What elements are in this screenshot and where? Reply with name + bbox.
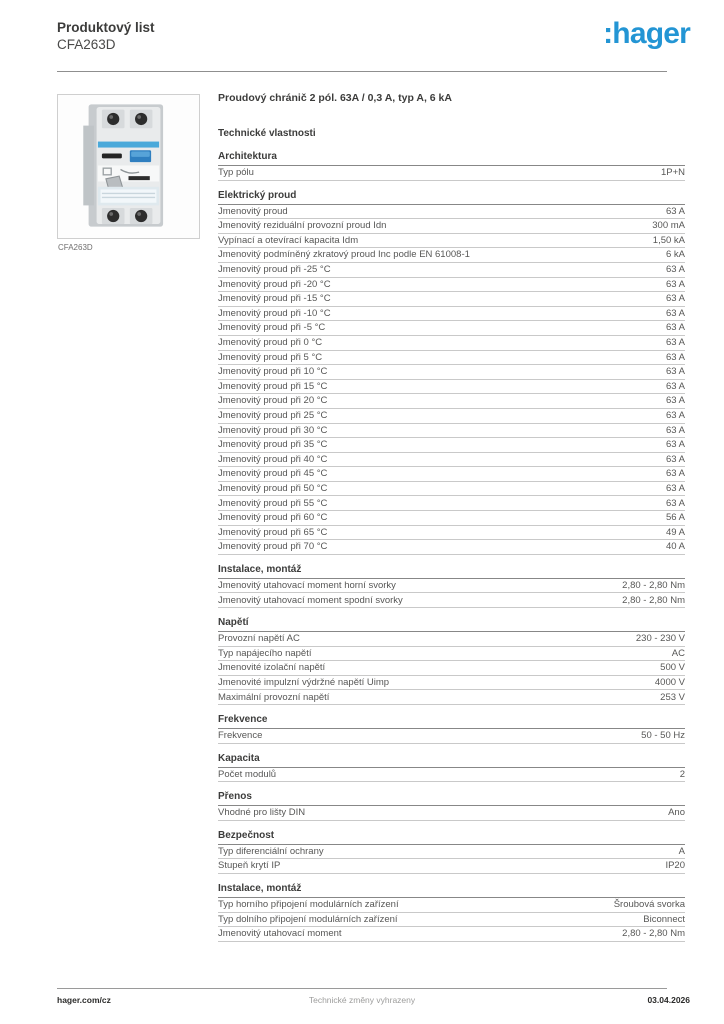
spec-label: Jmenovitý proud při -15 °C — [218, 293, 331, 305]
spec-label: Jmenovitý proud při 40 °C — [218, 453, 328, 465]
spec-column — [218, 92, 685, 942]
spec-row — [218, 307, 685, 322]
spec-row — [218, 632, 685, 647]
spec-value: 56 A — [665, 512, 685, 524]
spec-row — [218, 690, 685, 705]
spec-row — [218, 676, 685, 691]
product-image-caption: CFA263D — [58, 243, 93, 252]
spec-row — [218, 248, 685, 263]
spec-label: Počet modulů — [218, 768, 277, 780]
spec-label: Jmenovitý utahovací moment — [218, 928, 342, 940]
spec-label: Provozní napětí AC — [218, 633, 300, 645]
spec-value: 2,80 - 2,80 Nm — [622, 594, 685, 606]
spec-row — [218, 166, 685, 181]
header-divider — [57, 71, 667, 72]
spec-label: Jmenovitý proud při 5 °C — [218, 351, 323, 363]
section-rows — [218, 729, 685, 744]
spec-label: Vypínací a otevírací kapacita Idm — [218, 234, 359, 246]
spec-value: 63 A — [665, 410, 685, 421]
spec-value: 1P+N — [660, 167, 685, 179]
spec-value: 63 A — [665, 439, 685, 451]
spec-row — [218, 292, 685, 307]
spec-row — [218, 593, 685, 608]
section-title: Bezpečnost — [218, 831, 685, 845]
spec-value: 6 kA — [665, 249, 685, 261]
spec-label: Jmenovitý proud při 55 °C — [218, 497, 328, 509]
spec-value: 500 V — [660, 662, 685, 674]
spec-row — [218, 511, 685, 526]
spec-value: 63 A — [665, 264, 685, 276]
spec-row — [218, 409, 685, 424]
spec-row — [218, 898, 685, 913]
spec-row — [218, 845, 685, 860]
hager-logo: :hager — [603, 17, 690, 50]
section-rows — [218, 898, 685, 942]
spec-row — [218, 859, 685, 874]
spec-label: Jmenovitý proud — [218, 205, 288, 217]
spec-label: Jmenovitý proud při -5 °C — [218, 322, 326, 334]
spec-label: Jmenovitý proud při 0 °C — [218, 337, 323, 349]
spec-row — [218, 380, 685, 395]
spec-value: 63 A — [665, 497, 685, 509]
spec-label: Jmenovitý proud při 45 °C — [218, 468, 328, 480]
spec-label: Jmenovitý proud při 60 °C — [218, 512, 328, 524]
spec-label: Maximální provozní napětí — [218, 691, 330, 703]
spec-value: 63 A — [665, 293, 685, 305]
spec-section — [218, 715, 685, 744]
spec-row — [218, 768, 685, 783]
spec-value: 63 A — [665, 278, 685, 290]
tech-properties-heading: Technické vlastnosti — [218, 128, 316, 139]
spec-row — [218, 453, 685, 468]
section-title: Elektrický proud — [218, 191, 685, 205]
section-title: Instalace, montáž — [218, 565, 685, 579]
spec-label: Jmenovitý proud při 65 °C — [218, 526, 328, 538]
spec-value: 50 - 50 Hz — [641, 730, 685, 742]
spec-label: Vhodné pro lišty DIN — [218, 807, 306, 819]
spec-value: A — [678, 845, 685, 857]
spec-value: 253 V — [660, 691, 685, 703]
spec-value: 63 A — [665, 205, 685, 217]
section-rows — [218, 166, 685, 181]
spec-row — [218, 806, 685, 821]
spec-value: 1,50 kA — [652, 234, 685, 246]
spec-section — [218, 152, 685, 181]
spec-label: Typ pólu — [218, 167, 254, 179]
section-rows — [218, 579, 685, 608]
spec-section — [218, 618, 685, 705]
spec-section — [218, 191, 685, 555]
spec-label: Jmenovitý proud při 50 °C — [218, 482, 328, 494]
footer-disclaimer: Technické změny vyhrazeny — [308, 995, 416, 1005]
spec-row — [218, 205, 685, 220]
section-rows — [218, 806, 685, 821]
spec-row — [218, 351, 685, 366]
spec-label: Jmenovité izolační napětí — [218, 662, 326, 674]
product-image — [57, 94, 200, 239]
footer-divider — [57, 988, 667, 989]
spec-value: 63 A — [665, 380, 685, 392]
spec-label: Jmenovitý proud při 15 °C — [218, 380, 328, 392]
spec-label: Frekvence — [218, 730, 263, 742]
spec-label: Jmenovitý proud při 35 °C — [218, 439, 328, 451]
section-rows — [218, 768, 685, 783]
spec-value: 4000 V — [654, 676, 685, 688]
spec-label: Jmenovitý utahovací moment spodní svorky — [218, 594, 403, 606]
product-title: Proudový chránič 2 pól. 63A / 0,3 A, typ A, 6 kA — [218, 92, 452, 104]
spec-value: 63 A — [665, 322, 685, 334]
section-title: Frekvence — [218, 715, 685, 729]
spec-row — [218, 467, 685, 482]
spec-value: 63 A — [665, 307, 685, 319]
spec-value: Šroubová svorka — [613, 899, 685, 911]
section-rows — [218, 205, 685, 555]
spec-row — [218, 424, 685, 439]
spec-value: 63 A — [665, 351, 685, 363]
spec-row — [218, 729, 685, 744]
spec-value: AC — [671, 647, 685, 659]
spec-section — [218, 565, 685, 608]
spec-label: Jmenovitý utahovací moment horní svorky — [218, 579, 396, 591]
spec-row — [218, 540, 685, 555]
spec-value: 40 A — [665, 541, 685, 553]
section-rows — [218, 632, 685, 705]
spec-row — [218, 913, 685, 928]
spec-value: Ano — [668, 807, 685, 819]
section-title: Kapacita — [218, 754, 685, 768]
spec-section — [218, 884, 685, 942]
product-code: CFA263D — [57, 37, 116, 52]
spec-value: 63 A — [665, 482, 685, 494]
spec-section — [218, 831, 685, 874]
spec-row — [218, 365, 685, 380]
spec-value: 230 - 230 V — [635, 633, 685, 645]
spec-value: 63 A — [665, 395, 685, 407]
spec-row — [218, 927, 685, 942]
spec-section — [218, 792, 685, 821]
spec-value: IP20 — [665, 860, 685, 872]
spec-label: Jmenovitý reziduální provozní proud Idn — [218, 220, 387, 232]
spec-row — [218, 234, 685, 249]
section-title: Přenos — [218, 792, 685, 806]
spec-row — [218, 336, 685, 351]
spec-value: 300 mA — [652, 220, 685, 232]
spec-label: Typ dolního připojení modulárních zařízení — [218, 913, 398, 925]
spec-label: Jmenovité impulzní výdržné napětí Uimp — [218, 676, 390, 688]
spec-label: Typ horního připojení modulárních zařízení — [218, 899, 399, 911]
spec-row — [218, 219, 685, 234]
spec-value: 63 A — [665, 468, 685, 480]
spec-row — [218, 263, 685, 278]
spec-row — [218, 321, 685, 336]
spec-value: 2 — [679, 768, 685, 780]
spec-row — [218, 278, 685, 293]
spec-row — [218, 438, 685, 453]
spec-label: Typ diferenciální ochrany — [218, 845, 324, 857]
spec-row — [218, 647, 685, 662]
spec-value: 63 A — [665, 424, 685, 436]
spec-label: Stupeň krytí IP — [218, 860, 281, 872]
spec-label: Jmenovitý proud při 25 °C — [218, 410, 328, 421]
footer-website-link[interactable]: hager.com/cz — [57, 995, 111, 1005]
spec-sections — [218, 152, 685, 942]
section-title: Instalace, montáž — [218, 884, 685, 898]
footer-date: 03.04.2026 — [647, 995, 690, 1005]
spec-label: Jmenovitý proud při -20 °C — [218, 278, 331, 290]
spec-row — [218, 496, 685, 511]
section-rows — [218, 845, 685, 874]
spec-label: Jmenovitý proud při -10 °C — [218, 307, 331, 319]
spec-value: 2,80 - 2,80 Nm — [622, 579, 685, 591]
spec-row — [218, 526, 685, 541]
spec-value: 63 A — [665, 453, 685, 465]
rcd-device-illustration — [62, 99, 195, 232]
spec-row — [218, 482, 685, 497]
section-title: Napětí — [218, 618, 685, 632]
spec-section — [218, 754, 685, 783]
spec-row — [218, 394, 685, 409]
spec-label: Jmenovitý proud při 70 °C — [218, 541, 328, 553]
spec-label: Jmenovitý proud při 20 °C — [218, 395, 328, 407]
section-title: Architektura — [218, 152, 685, 166]
spec-label: Jmenovitý proud při 10 °C — [218, 366, 328, 378]
spec-value: 63 A — [665, 366, 685, 378]
spec-row — [218, 579, 685, 594]
spec-value: Biconnect — [643, 913, 685, 925]
spec-row — [218, 661, 685, 676]
spec-label: Jmenovitý proud při -25 °C — [218, 264, 331, 276]
doc-type-title: Produktový list — [57, 20, 155, 35]
spec-label: Jmenovitý podmíněný zkratový proud Inc podle EN 61008-1 — [218, 249, 470, 261]
spec-value: 63 A — [665, 337, 685, 349]
spec-label: Jmenovitý proud při 30 °C — [218, 424, 328, 436]
spec-label: Typ napájecího napětí — [218, 647, 312, 659]
spec-value: 2,80 - 2,80 Nm — [622, 928, 685, 940]
spec-value: 49 A — [665, 526, 685, 538]
